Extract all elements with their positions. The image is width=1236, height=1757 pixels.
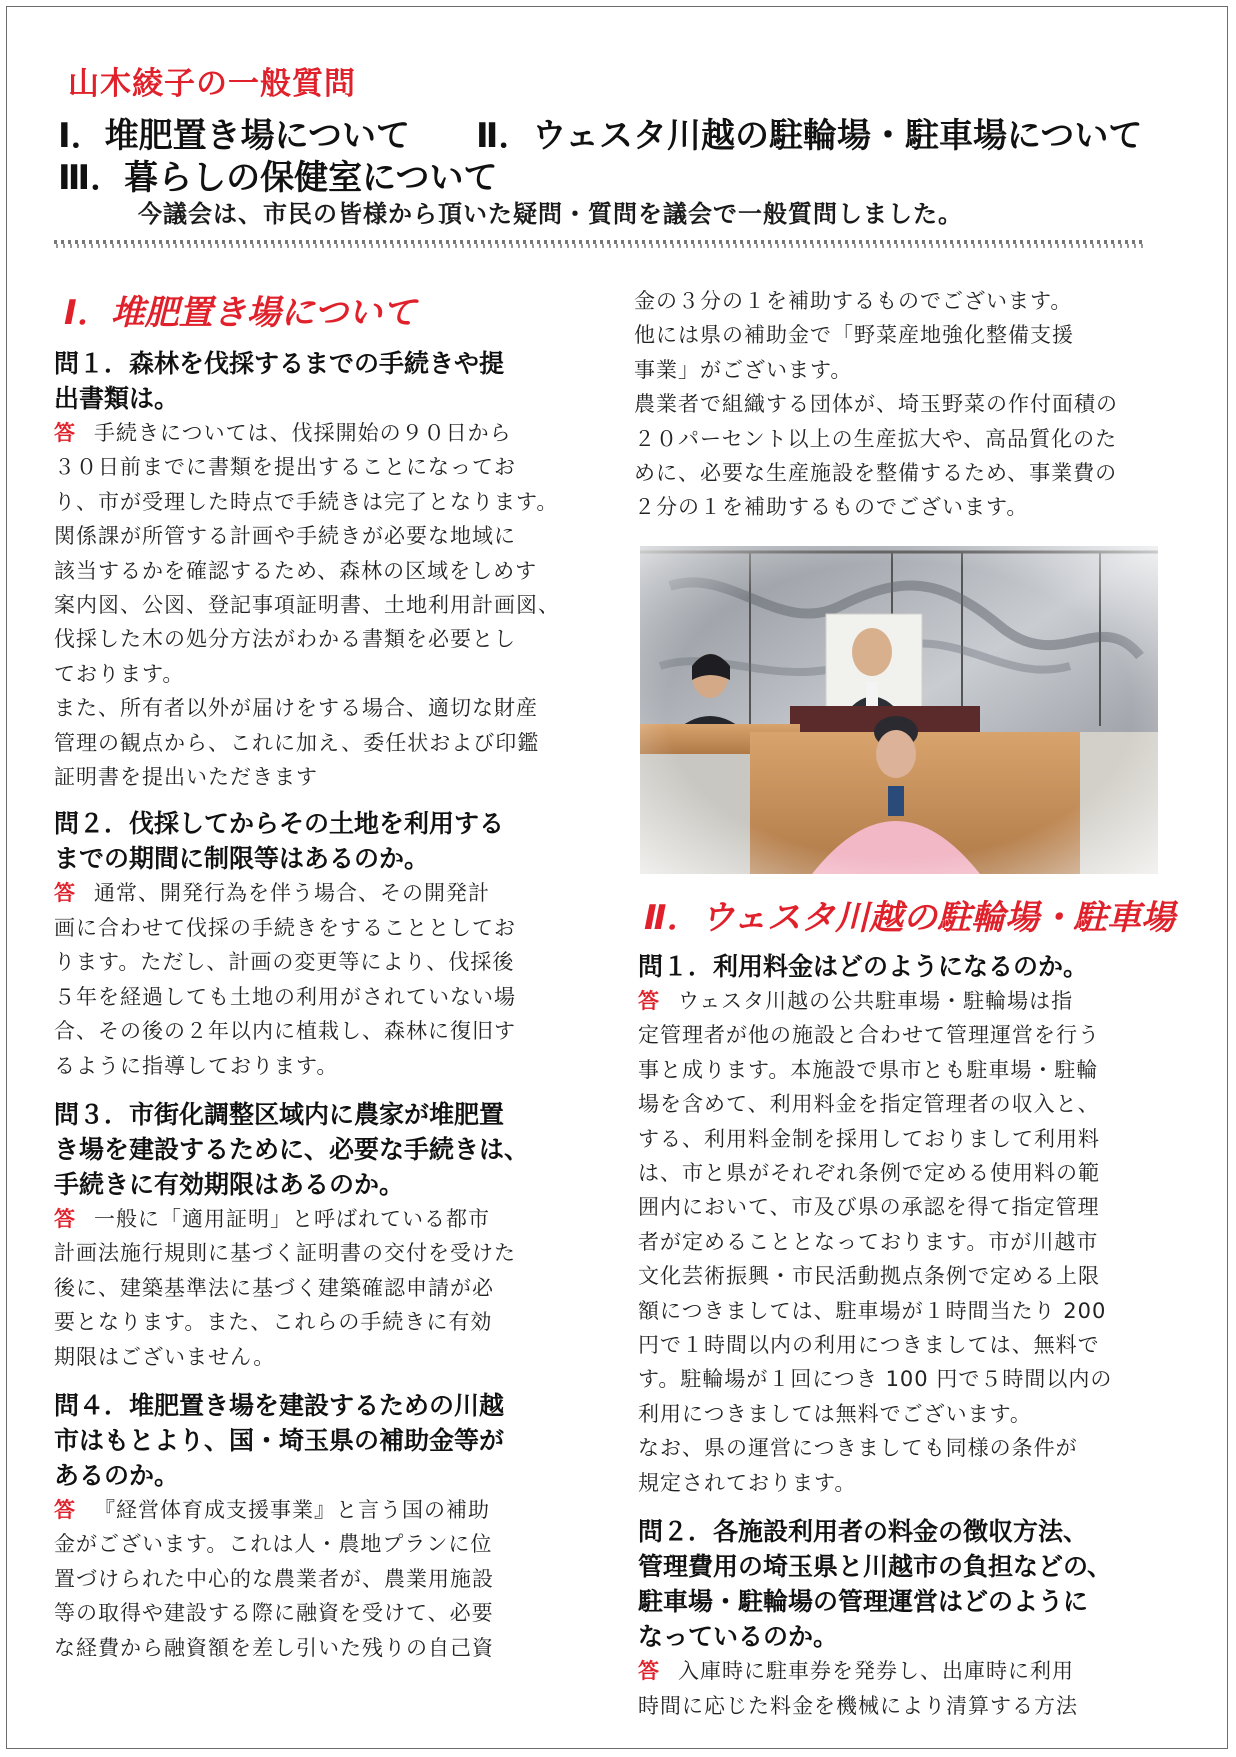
section1-heading: Ⅰ．堆肥置き場について [64,293,416,333]
answer-line: 証明書を提出いただきます [54,765,318,790]
answer-line: り、市が受理した時点で手続きは完了となります。 [54,489,559,514]
answer-line: また、所有者以外が届けをする場合、適切な財産 [54,696,538,721]
answer-line: めに、必要な生産施設を整備するため、事業費の [634,461,1118,486]
answer-line: 円で１時間以内の利用につきましては、無料で [638,1333,1100,1358]
s1-q4-answer-continued [634,284,1194,525]
answer-label: 答 [54,1206,76,1231]
answer-label: 答 [54,421,76,445]
topic-3: Ⅲ．暮らしの保健室について [58,158,498,198]
answer-line: 金の３分の１を補助するものでございます。 [634,289,1073,313]
answer-line: 金がございます。これは人・農地プランに位 [54,1532,493,1557]
left-column [54,346,616,1665]
s1-q4-answer [54,1493,616,1665]
answer-line: 文化芸術振興・市民活動拠点条例で定める上限 [638,1264,1100,1289]
answer-line: 案内図、公図、登記事項証明書、土地利用計画図、 [54,593,560,618]
answer-line: 手続きについては、伐採開始の９０日から [94,421,512,445]
s1-q3-line: 手続きに有効期限はあるのか。 [54,1169,405,1199]
dotted-divider [54,240,1146,248]
answer-line: 計画法施行規則に基づく証明書の交付を受けた [54,1241,516,1266]
answer-line: ２０パーセント以上の生産拡大や、高品質化のた [634,426,1118,451]
answer-line: 一般に「適用証明」と呼ばれている都市 [94,1206,490,1231]
s1-q3-line: き場を建設するために、必要な手続きは、 [54,1134,530,1164]
s2-q2-line: 駐車場・駐輪場の管理運営はどのように [638,1587,1089,1617]
answer-line: す。駐輪場が１回につき 100 円で５時間以内の [638,1367,1113,1392]
s1-q3-question [54,1097,616,1202]
s2-q2-question [638,1514,1198,1654]
s1-q4-line: あるのか。 [54,1460,180,1490]
answer-line: 合、その後の２年以内に植栽し、森林に復旧す [54,1019,516,1044]
s1-q1-answer [54,416,616,794]
answer-line: ウェスタ川越の公共駐車場・駐輪場は指 [678,989,1074,1013]
answer-line: 事と成ります。本施設で県市とも駐車場・駐輪 [638,1057,1099,1082]
s1-q1-line: 出書類は。 [54,384,180,413]
answer-line: 伐採した木の処分方法がわかる書類を必要とし [54,627,516,652]
right-column [638,949,1198,1723]
s2-q2-line: 管理費用の埼玉県と川越市の負担などの、 [638,1552,1113,1582]
s1-q1-question [54,346,616,416]
s1-q3-answer [54,1202,616,1374]
answer-line: なお、県の運営につきましても同様の条件が [638,1436,1078,1461]
s1-q4-question [54,1388,616,1493]
answer-line: 置づけられた中心的な農業者が、農業用施設 [54,1566,494,1591]
s1-q2-question [54,806,616,876]
document-title: 山木綾子の一般質問 [68,66,356,102]
answer-line: ２分の１を補助するものでございます。 [634,495,1029,520]
s1-q4-line: 問４．堆肥置き場を建設するための川越 [54,1390,505,1420]
s2-q1-line: 問１．利用料金はどのようになるのか。 [638,952,1089,981]
s1-q3-line: 問３．市街化調整区域内に農家が堆肥置 [54,1099,505,1129]
answer-line: 要となります。また、これらの手続きに有効 [54,1310,493,1335]
section2-heading: Ⅱ．ウェスタ川越の駐輪場・駐車場 [644,898,1176,938]
s1-q1-line: 問１．森林を伐採するまでの手続きや提 [54,349,505,378]
answer-line: 管理の観点から、これに加え、委任状および印鑑 [54,730,540,755]
answer-line: 時間に応じた料金を機械により清算する方法 [638,1693,1078,1718]
answer-line: 他には県の補助金で「野菜産地強化整備支援 [634,323,1074,348]
s1-q2-line: 問２．伐採してからその土地を利用する [54,809,505,839]
answer-line: は、市と県がそれぞれ条例で定める使用料の範 [638,1161,1100,1186]
answer-line: 関係課が所管する計画や手続きが必要な地域に [54,524,516,549]
s1-q2-line: までの期間に制限等はあるのか。 [54,844,430,874]
answer-line: 額につきましては、駐車場が１時間当たり 200 [638,1298,1107,1323]
answer-line: 規定されております。 [638,1470,857,1495]
s2-q1-question [638,949,1198,984]
answer-line: ります。ただし、計画の変更等により、伐採後 [54,950,515,975]
s2-q2-line: 問２．各施設利用者の料金の徴収方法、 [638,1517,1089,1547]
intro-text: 今議会は、市民の皆様から頂いた疑問・質問を議会で一般質問しました。 [138,200,963,228]
answer-line: 画に合わせて伐採の手続きをすることとしてお [54,915,516,940]
answer-label: 答 [54,1497,76,1522]
answer-line: 入庫時に駐車券を発券し、出庫時に利用 [678,1659,1074,1684]
answer-line: 囲内において、市及び県の承認を得て指定管理 [638,1195,1100,1220]
answer-line: 場を含めて、利用料金を指定管理者の収入と、 [638,1092,1100,1117]
answer-line: する、利用料金制を採用しておりまして利用料 [638,1126,1100,1151]
answer-line: るように指導しております。 [54,1053,339,1078]
assembly-photo [640,546,1158,874]
answer-line: ております。 [54,661,185,686]
answer-line: 通常、開発行為を伴う場合、その開発計 [94,881,490,906]
answer-line: 定管理者が他の施設と合わせて管理運営を行う [638,1023,1100,1048]
answer-line: 利用につきましては無料でございます。 [638,1401,1032,1426]
answer-line: 後に、建築基準法に基づく建築確認申請が必 [54,1275,494,1300]
answer-label: 答 [54,881,76,906]
topic-1: Ⅰ．堆肥置き場について [58,116,410,156]
answer-line: ３０日前までに書類を提出することになってお [54,455,516,480]
answer-line: 農業者で組織する団体が、埼玉野菜の作付面積の [634,392,1118,417]
answer-line: 該当するかを確認するため、森林の区域をしめす [54,558,538,583]
s1-q4-line: 市はもとより、国・埼玉県の補助金等が [54,1425,505,1455]
s2-q2-line: なっているのか。 [638,1622,839,1652]
answer-label: 答 [638,1659,660,1684]
answer-line: 者が定めることとなっております。市が川越市 [638,1229,1099,1254]
answer-label: 答 [638,989,660,1013]
assembly-photo-illustration [640,546,1158,874]
answer-line: 等の取得や建設する際に融資を受けて、必要 [54,1601,494,1626]
answer-line: な経費から融資額を差し引いた残りの自己資 [54,1635,494,1660]
answer-line: 期限はございません。 [54,1344,276,1369]
answer-line: 『経営体育成支援事業』と言う国の補助 [94,1497,490,1522]
topic-2: Ⅱ．ウェスタ川越の駐輪場・駐車場について [476,116,1143,156]
answer-line: ５年を経過しても土地の利用がされていない場 [54,984,516,1009]
s2-q2-answer [638,1654,1198,1723]
s2-q1-answer [638,984,1198,1500]
answer-line: 事業」がございます。 [634,357,853,382]
s1-q2-answer [54,876,616,1082]
